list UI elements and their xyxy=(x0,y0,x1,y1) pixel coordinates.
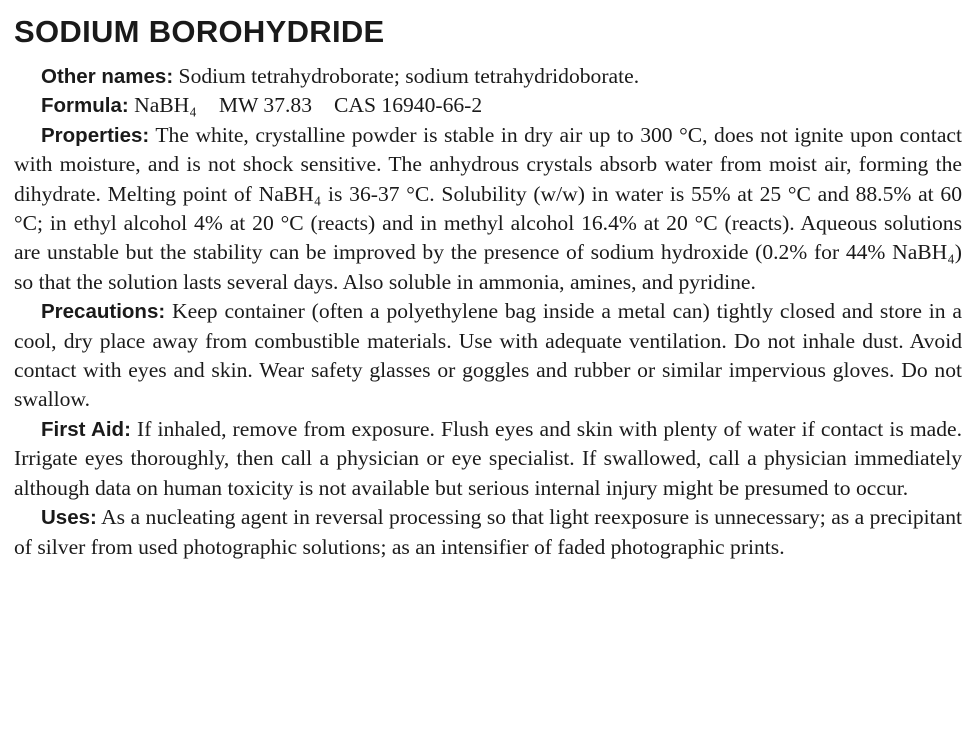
document-body xyxy=(14,62,962,562)
precautions-label: Precautions: xyxy=(41,300,166,324)
precautions-entry xyxy=(14,297,962,415)
first-aid-label: First Aid: xyxy=(41,417,131,441)
other-names-label: Other names: xyxy=(41,65,174,88)
formula-value: NaBH₄ xyxy=(128,93,197,118)
other-names-entry xyxy=(14,62,962,91)
uses-label: Uses: xyxy=(41,506,97,530)
properties-entry xyxy=(14,121,962,297)
uses-text: As a nucleating agent in reversal processing so that light reexposure is unnecessary; as a precipitant of silver from used photographic solutions; as an intensifier of faded photographic prints. xyxy=(14,505,962,559)
first-aid-entry xyxy=(14,415,962,503)
formula-entry xyxy=(14,91,962,120)
other-names-text: Sodium tetrahydroborate; sodium tetrahydridoborate. xyxy=(173,64,640,88)
properties-text: The white, crystalline powder is stable in dry air up to 300 °C, does not ignite upon contact with moisture, and is not shock sensitive. The anhydrous crystals absorb water from moist air, forming the dihydrate. Melting point of NaBH₄ is 36-37 °C. Solubility (w/w) in water is 55% at 25 °C and 88.5% at 60 °C; in ethyl alcohol 4% at 20 °C (reacts) and in methyl alcohol 16.4% at 20 °C (reacts). Aqueous solutions are unstable but the stability can be improved by the presence of sodium hydroxide (0.2% for 44% NaBH₄) so that the solution lasts several days. Also soluble in ammonia, amines, and pyridine. xyxy=(14,122,962,294)
properties-label: Properties: xyxy=(41,123,150,147)
cas-number: CAS 16940-66-2 xyxy=(334,93,483,118)
formula-label: Formula: xyxy=(41,94,129,118)
molecular-weight: MW 37.83 xyxy=(218,93,312,118)
precautions-text: Keep container (often a polyethylene bag inside a metal can) tightly closed and store in a cool, dry place away from combustible materials. Use with adequate ventilation. Do not inhale dust. Avoid contact with eyes and skin. Wear safety glasses or goggles and rubber or similar impervious gloves. Do not swallow. xyxy=(14,299,962,412)
first-aid-text: If inhaled, remove from exposure. Flush eyes and skin with plenty of water if contact is made. Irrigate eyes thoroughly, then call a physician or eye specialist. If swallowed, call a physician immediately although data on human toxicity is not available but serious internal injury might be presumed to occur. xyxy=(14,416,962,500)
uses-entry xyxy=(14,503,962,562)
page-title: SODIUM BOROHYDRIDE xyxy=(14,14,385,49)
